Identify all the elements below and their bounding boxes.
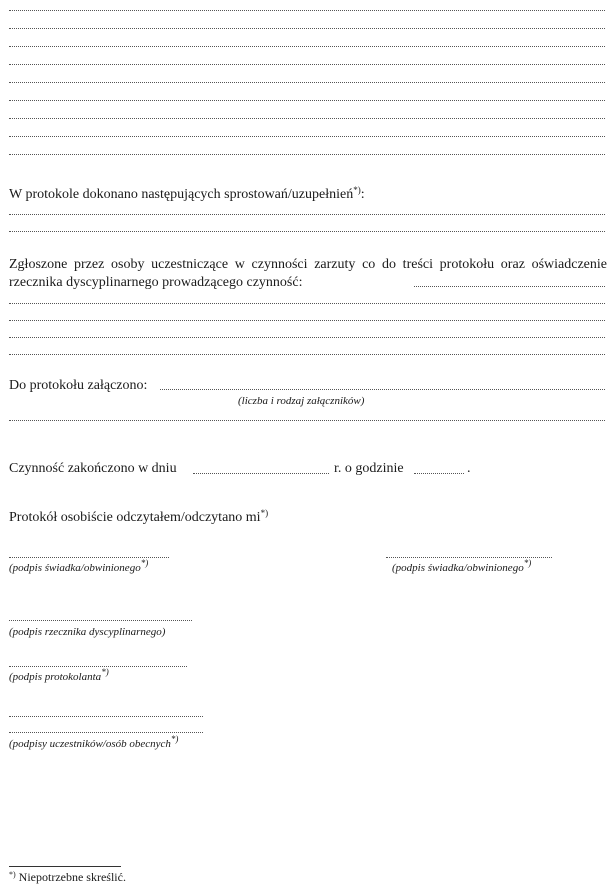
objections-text: Zgłoszone przez osoby uczestniczące w czynności zarzuty co do treści protokołu oraz oświadczenie rzecznika dyscyplinarnego prowadzącego czynność: xyxy=(9,257,607,290)
objections-field-inline[interactable] xyxy=(414,286,605,287)
footnote-mark: *) xyxy=(353,185,361,195)
objections-field[interactable] xyxy=(9,303,605,304)
prosecutor-signature-caption: (podpis rzecznika dyscyplinarnego) xyxy=(9,626,166,638)
footnote-text: Niepotrzebne skreślić. xyxy=(18,870,126,884)
clerk-signature-line[interactable] xyxy=(9,666,187,667)
end-time-field[interactable] xyxy=(414,473,464,474)
attachments-field[interactable] xyxy=(160,389,605,390)
dotted-line xyxy=(9,28,605,29)
corrections-field[interactable] xyxy=(9,231,605,232)
clerk-signature-caption: (podpis protokolanta*) xyxy=(9,667,109,683)
attachments-field[interactable] xyxy=(9,420,605,421)
footnote-mark: *) xyxy=(260,508,269,518)
dotted-line xyxy=(9,154,605,155)
participants-signature-line[interactable] xyxy=(9,716,203,717)
end-date-field[interactable] xyxy=(193,473,329,474)
end-label: Czynność zakończono w dniu xyxy=(9,461,177,476)
dotted-line xyxy=(9,10,605,11)
dotted-line xyxy=(9,82,605,83)
dotted-line xyxy=(9,100,605,101)
footnote-rule xyxy=(9,866,121,867)
witness-signature-left-caption: (podpis świadka/obwinionego*) xyxy=(9,558,149,574)
objections-field[interactable] xyxy=(9,320,605,321)
attachments-hint: (liczba i rodzaj załączników) xyxy=(238,395,365,407)
dotted-line xyxy=(9,46,605,47)
dotted-line xyxy=(9,64,605,65)
objections-field[interactable] xyxy=(9,354,605,355)
participants-signature-caption: (podpisy uczestników/osób obecnych*) xyxy=(9,734,179,750)
end-time-label: r. o godzinie xyxy=(334,461,404,476)
footnote-mark: *) xyxy=(9,870,16,879)
corrections-field[interactable] xyxy=(9,214,605,215)
dotted-line xyxy=(9,136,605,137)
footnote xyxy=(9,870,126,884)
prosecutor-signature-line[interactable] xyxy=(9,620,192,621)
witness-signature-right-caption: (podpis świadka/obwinionego*) xyxy=(392,558,532,574)
dotted-line xyxy=(9,118,605,119)
objections-field[interactable] xyxy=(9,337,605,338)
read-statement: Protokół osobiście odczytałem/odczytano mi*) xyxy=(9,508,269,525)
corrections-label: W protokole dokonano następujących sprostowań/uzupełnień*): xyxy=(9,185,365,202)
participants-signature-line[interactable] xyxy=(9,732,203,733)
end-period: . xyxy=(467,461,471,476)
attachments-label: Do protokołu załączono: xyxy=(9,378,148,393)
